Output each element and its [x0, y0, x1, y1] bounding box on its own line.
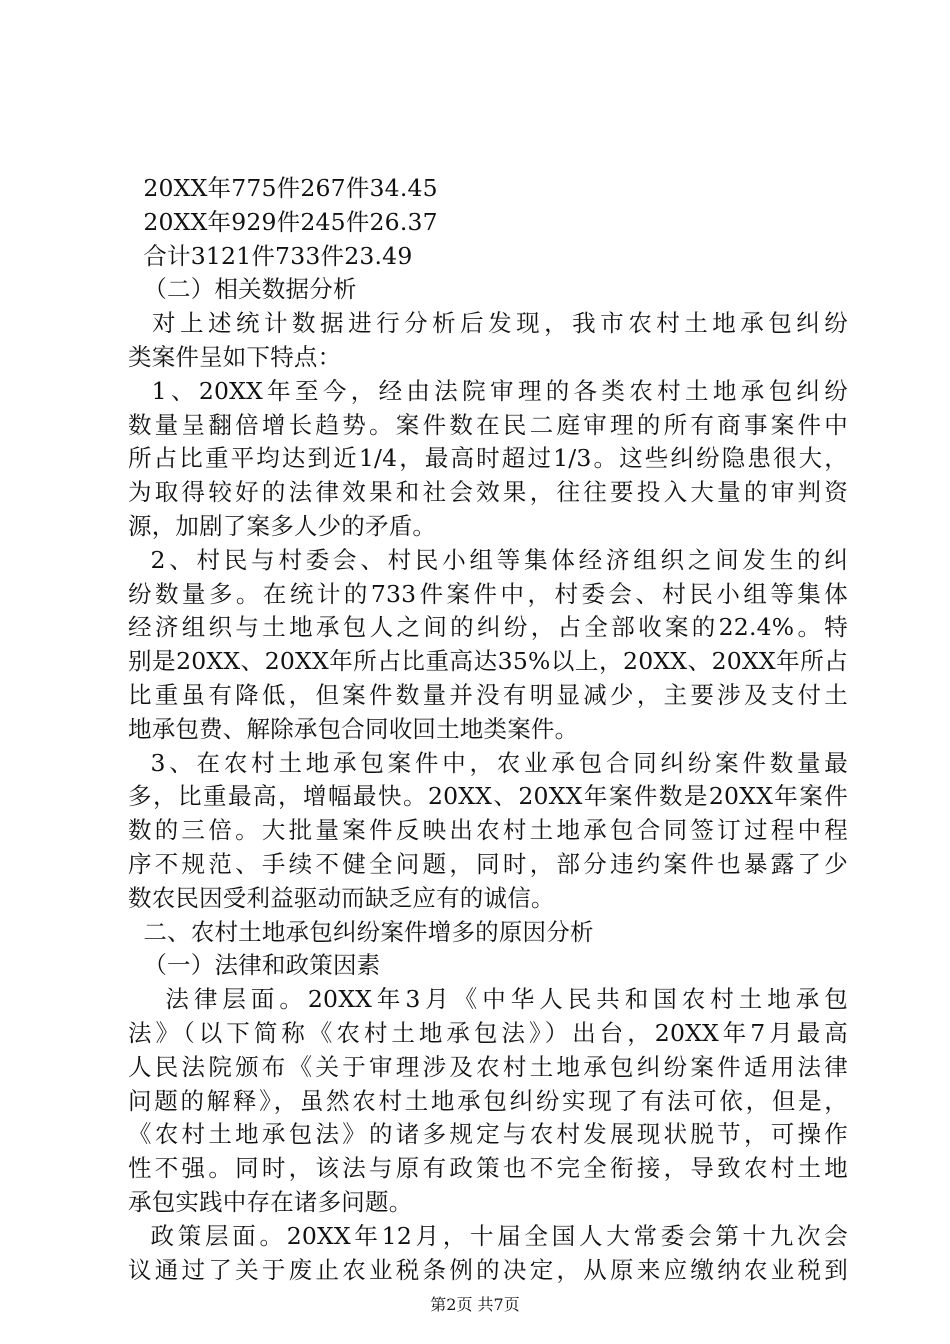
text-line: 数的三倍。大批量案件反映出农村土地承包合同签订过程中程 — [128, 816, 848, 845]
text-line: 多，比重最高，增幅最快。20XX、20XX年案件数是20XX年案件 — [128, 782, 848, 811]
text-line: 承包实践中存在诸多问题。 — [128, 1187, 413, 1216]
text-line: 为取得较好的法律效果和社会效果，往往要投入大量的审判资 — [128, 478, 848, 507]
text-line: 经济组织与土地承包人之间的纠纷，占全部收案的22.4%。特 — [128, 613, 848, 642]
text-line: 问题的解释》，虽然农村土地承包纠纷实现了有法可依，但是， — [128, 1086, 848, 1115]
text-line: 别是20XX、20XX年所占比重高达35%以上，20XX、20XX年所占 — [128, 647, 848, 676]
text-line: 人民法院颁布《关于审理涉及农村土地承包纠纷案件适用法律 — [128, 1052, 848, 1081]
page-footer: 第2页 共7页 — [430, 1295, 520, 1314]
text-line: 源，加剧了案多人少的矛盾。 — [128, 511, 437, 540]
text-line: 纷数量多。在统计的733件案件中，村委会、村民小组等集体 — [128, 579, 848, 608]
text-line: 1、20XX年至今，经由法院审理的各类农村土地承包纠纷 — [128, 376, 848, 405]
text-line: 序不规范、手续不健全问题，同时，部分违约案件也暴露了少 — [128, 849, 848, 878]
text-line: 法律层面。20XX年3月《中华人民共和国农村土地承包 — [128, 985, 848, 1014]
text-line: 比重虽有降低，但案件数量并没有明显减少，主要涉及支付土 — [128, 680, 848, 709]
text-line: 3、在农村土地承包案件中，农业承包合同纠纷案件数量最 — [128, 748, 848, 777]
text-line: 数量呈翻倍增长趋势。案件数在民二庭审理的所有商事案件中 — [128, 410, 848, 439]
text-line: 政策层面。20XX年12月，十届全国人大常委会第十九次会 — [128, 1221, 848, 1250]
text-line: 地承包费、解除承包合同收回土地类案件。 — [128, 714, 579, 743]
text-line: 数农民因受利益驱动而缺乏应有的诚信。 — [128, 883, 555, 912]
text-line: 合计3121件733件23.49 — [128, 241, 413, 270]
text-line: 2、村民与村委会、村民小组等集体经济组织之间发生的纠 — [128, 545, 848, 574]
text-line: （一）法律和政策因素 — [128, 951, 381, 980]
text-line: 对上述统计数据进行分析后发现，我市农村土地承包纠纷 — [128, 309, 848, 338]
document-body — [128, 172, 848, 1287]
text-line: 《农村土地承包法》的诸多规定与农村发展现状脱节，可操作 — [128, 1120, 848, 1149]
text-line: 法》（以下简称《农村土地承包法》）出台，20XX年7月最高 — [128, 1018, 848, 1047]
text-line: 二、农村土地承包纠纷案件增多的原因分析 — [128, 917, 594, 946]
text-line: 性不强。同时，该法与原有政策也不完全衔接，导致农村土地 — [128, 1154, 848, 1183]
text-line: （二）相关数据分析 — [128, 275, 357, 304]
text-line: 类案件呈如下特点： — [128, 342, 342, 371]
text-line: 20XX年775件267件34.45 — [128, 174, 438, 202]
text-line: 所占比重平均达到近1/4，最高时超过1/3。这些纠纷隐患很大， — [128, 444, 848, 473]
text-line: 20XX年929件245件26.37 — [128, 207, 438, 236]
text-line: 议通过了关于废止农业税条例的决定，从原来应缴纳农业税到 — [128, 1255, 848, 1284]
